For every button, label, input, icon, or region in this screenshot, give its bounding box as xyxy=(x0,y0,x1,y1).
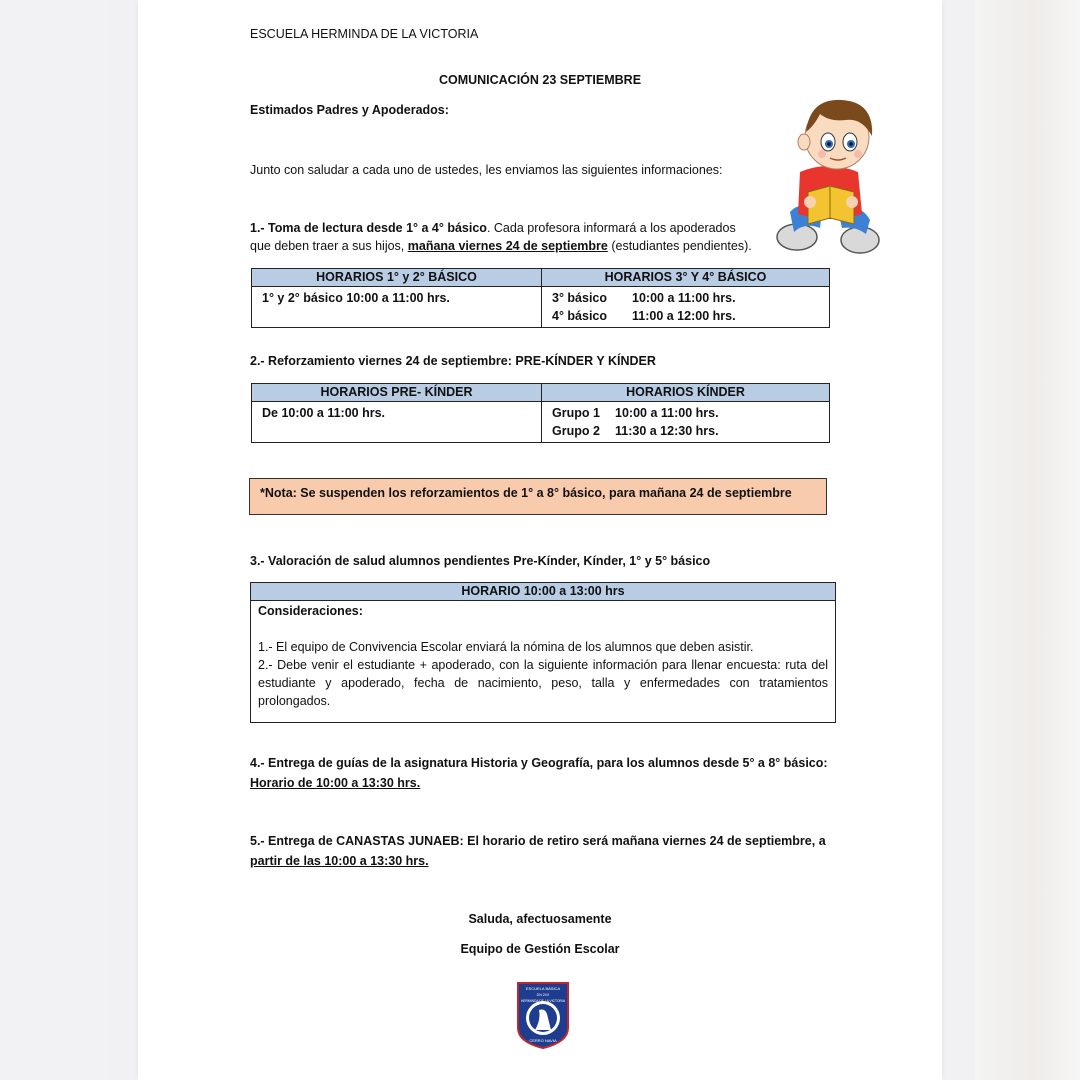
school-name: ESCUELA HERMINDA DE LA VICTORIA xyxy=(250,27,479,41)
table-cell: De 10:00 a 11:00 hrs. xyxy=(252,402,542,443)
logo-text: HERMINDA DE LA VICTORIA xyxy=(520,999,566,1003)
table-cell xyxy=(542,402,830,443)
child-reading-illustration xyxy=(770,92,885,260)
intro-text: Junto con saludar a cada uno de ustedes, les enviamos las siguientes informaciones: xyxy=(250,163,723,177)
school-logo xyxy=(515,980,571,1050)
table-header: HORARIOS 3° Y 4° BÁSICO xyxy=(542,269,830,287)
logo-text: DN 2XX xyxy=(536,993,550,997)
table-cell xyxy=(542,287,830,328)
background-left xyxy=(0,0,110,1080)
logo-text: ESCUELA BÁSICA xyxy=(525,986,561,991)
consideration-2: 2.- Debe venir el estudiante + apoderado, con la siguiente información para llenar encuesta: ruta del estudiante y apoderado, fecha de nacimiento, peso, talla y enfermedades con tratamientos prolongados. xyxy=(258,658,828,708)
item-2-schedule-table xyxy=(251,383,830,443)
table-cell: 1° y 2° básico 10:00 a 11:00 hrs. xyxy=(252,287,542,328)
item-5-text: 5.- Entrega de CANASTAS JUNAEB: El horario de retiro será mañana viernes 24 de septiembre, a xyxy=(250,834,826,848)
schedule-header: HORARIO 10:00 a 13:00 hrs xyxy=(251,583,835,601)
item-1-paragraph xyxy=(250,219,770,255)
greeting: Estimados Padres y Apoderados: xyxy=(250,103,449,117)
row-time: 10:00 a 11:00 hrs. xyxy=(615,406,719,420)
item-2-heading: 2.- Reforzamiento viernes 24 de septiembre: PRE-KÍNDER Y KÍNDER xyxy=(250,354,656,368)
item-4-schedule: Horario de 10:00 a 13:30 hrs. xyxy=(250,776,421,790)
table-header: HORARIOS 1° y 2° BÁSICO xyxy=(252,269,542,287)
row-label: Grupo 2 xyxy=(552,424,600,438)
row-time: 10:00 a 11:00 hrs. xyxy=(632,291,736,305)
table-header: HORARIOS KÍNDER xyxy=(542,384,830,402)
note-box: *Nota: Se suspenden los reforzamientos de 1° a 8° básico, para mañana 24 de septiembre xyxy=(249,478,827,515)
item-1-highlight: mañana viernes 24 de septiembre xyxy=(407,239,608,253)
background-right xyxy=(975,0,1080,1080)
table-header: HORARIOS PRE- KÍNDER xyxy=(252,384,542,402)
row-label: Grupo 1 xyxy=(552,406,600,420)
item-1-lead: 1.- Toma de lectura desde 1° a 4° básico xyxy=(250,221,487,235)
closing-salute: Saluda, afectuosamente xyxy=(468,912,612,926)
considerations-label: Consideraciones: xyxy=(258,604,363,618)
consideration-1: 1.- El equipo de Convivencia Escolar enviará la nómina de los alumnos que deben asistir. xyxy=(258,640,754,654)
row-time: 11:00 a 12:00 hrs. xyxy=(632,309,736,323)
item-5-schedule: partir de las 10:00 a 13:30 hrs. xyxy=(250,854,429,868)
item-1-text-a: . Cada profesora informará a los apoderados xyxy=(486,221,736,235)
row-time: 11:30 a 12:30 hrs. xyxy=(615,424,719,438)
logo-text: CERRO NAVIA xyxy=(529,1038,557,1043)
item-1-tail: (estudiantes pendientes). xyxy=(607,239,752,253)
row-label: 3° básico xyxy=(552,291,608,305)
item-4-text: 4.- Entrega de guías de la asignatura Historia y Geografía, para los alumnos desde 5° a 8° básico: xyxy=(250,756,828,770)
item-3-heading: 3.- Valoración de salud alumnos pendientes Pre-Kínder, Kínder, 1° y 5° básico xyxy=(250,554,711,568)
row-label: 4° básico xyxy=(552,309,608,323)
item-1-schedule-table xyxy=(251,268,830,328)
item-1-text-b: que deben traer a sus hijos, xyxy=(250,239,408,253)
document-title: COMUNICACIÓN 23 SEPTIEMBRE xyxy=(438,73,642,87)
health-assessment-box xyxy=(250,582,836,723)
closing-signature: Equipo de Gestión Escolar xyxy=(460,942,620,956)
